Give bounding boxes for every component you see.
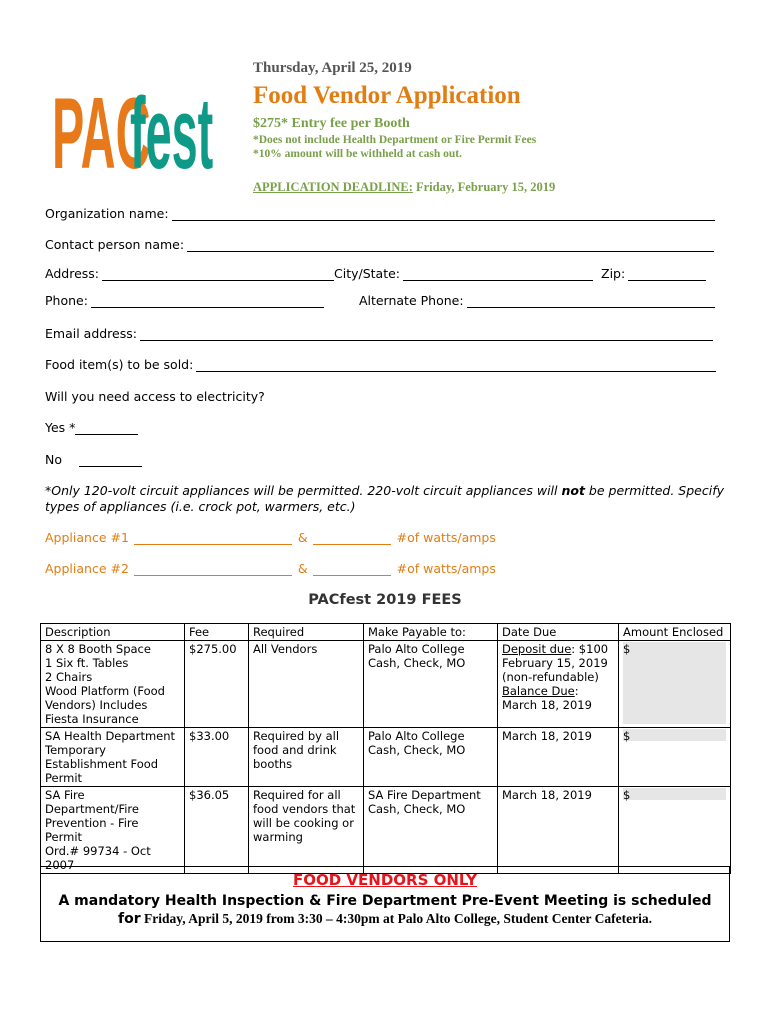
food-row (45, 357, 716, 372)
required-cell (249, 728, 364, 787)
cell-line: Department/Fire (45, 802, 139, 816)
organization-row (45, 206, 715, 221)
page-title: Food Vendor Application (253, 82, 521, 109)
contact-row (45, 237, 714, 252)
notice-for: for (118, 911, 141, 927)
city-field[interactable] (403, 269, 593, 281)
amount-cell[interactable] (619, 641, 731, 728)
payable-cell (364, 787, 498, 874)
header-required: Required (249, 624, 364, 641)
yes-label: Yes * (45, 420, 76, 435)
cell-line: Fiesta Insurance (45, 712, 139, 726)
table-row (41, 641, 731, 728)
payable-cell (364, 728, 498, 787)
balance-date: March 18, 2019 (502, 698, 592, 712)
entry-fee: $275* Entry fee per Booth (253, 116, 410, 131)
no-row (45, 452, 142, 467)
required-cell (249, 787, 364, 874)
balance-colon: : (574, 684, 579, 698)
appliance-2-field[interactable] (134, 564, 292, 576)
notice-title: FOOD VENDORS ONLY (293, 871, 477, 889)
yes-field[interactable] (75, 423, 138, 435)
city-label: City/State: (334, 266, 401, 281)
cell-line: Establishment Food (45, 757, 159, 771)
note-bold: not (561, 483, 585, 498)
amount-field[interactable]: $ (623, 788, 726, 800)
amount-cell[interactable] (619, 728, 731, 787)
email-row (45, 326, 713, 341)
appliance-2-watts-field[interactable] (313, 564, 391, 576)
date-due-cell (498, 641, 619, 728)
address-label: Address: (45, 266, 99, 281)
notice-details: Friday, April 5, 2019 from 3:30 – 4:30pm at Palo Alto College, Student Center Cafeteria. (140, 911, 652, 926)
contact-field[interactable] (187, 240, 714, 252)
deposit-date: February 15, 2019 (502, 656, 608, 670)
organization-field[interactable] (172, 209, 715, 221)
amount-field[interactable]: $ (623, 729, 726, 741)
deposit-amount: : $100 (571, 642, 609, 656)
withhold-note: *10% amount will be withheld at cash out. (253, 148, 462, 160)
alt-phone-field[interactable] (467, 296, 715, 308)
pacfest-logo (50, 62, 230, 194)
required-cell: All Vendors (249, 641, 364, 728)
phone-row (45, 293, 715, 308)
fees-title: PACfest 2019 FEES (308, 592, 462, 608)
header-fee: Fee (185, 624, 249, 641)
description-cell (41, 641, 185, 728)
notice-line-2 (41, 910, 729, 928)
cell-line: food vendors that (253, 802, 356, 816)
application-deadline (253, 180, 555, 195)
appliance-1-field[interactable] (134, 533, 292, 545)
table-row (41, 787, 731, 874)
deadline-label: APPLICATION DEADLINE: (253, 180, 413, 194)
header-payable: Make Payable to: (364, 624, 498, 641)
cell-line: Prevention - Fire (45, 816, 139, 830)
cell-line: 1 Six ft. Tables (45, 656, 129, 670)
header-description: Description (41, 624, 185, 641)
svg-text:fest: fest (130, 76, 214, 190)
amount-field[interactable]: $ (623, 642, 726, 724)
ampersand: & (297, 530, 308, 545)
email-field[interactable] (140, 329, 713, 341)
appliance-1-watts-field[interactable] (313, 533, 391, 545)
watts-label: #of watts/amps (396, 561, 496, 576)
cell-line: Wood Platform (Food (45, 684, 165, 698)
description-cell (41, 728, 185, 787)
cell-line: Cash, Check, MO (368, 743, 466, 757)
appliance-2-label: Appliance #2 (45, 561, 129, 576)
fee-cell: $36.05 (185, 787, 249, 874)
header-amount: Amount Enclosed (619, 624, 731, 641)
notice-line-1: A mandatory Health Inspection & Fire Department Pre-Event Meeting is scheduled (58, 893, 712, 909)
fees-table (40, 623, 731, 874)
email-label: Email address: (45, 326, 137, 341)
date-due-cell: March 18, 2019 (498, 728, 619, 787)
cell-line: food and drink (253, 743, 337, 757)
cell-line: Permit (45, 771, 83, 785)
note-part1: *Only 120-volt circuit appliances will be permitted. 220-volt circuit appliances will (45, 483, 562, 498)
watts-label: #of watts/amps (396, 530, 496, 545)
cell-line: Palo Alto College (368, 729, 465, 743)
deposit-note: (non-refundable) (502, 670, 599, 684)
food-vendors-notice (40, 866, 730, 942)
cell-line: Required by all (253, 729, 340, 743)
food-label: Food item(s) to be sold: (45, 357, 194, 372)
contact-label: Contact person name: (45, 237, 185, 252)
fee-note: *Does not include Health Department or Fire Permit Fees (253, 134, 537, 146)
svg-text:PAC: PAC (52, 76, 151, 190)
date-due-cell: March 18, 2019 (498, 787, 619, 874)
phone-label: Phone: (45, 293, 88, 308)
yes-row (45, 420, 138, 435)
appliance-1-label: Appliance #1 (45, 530, 129, 545)
deadline-date: Friday, February 15, 2019 (415, 180, 556, 194)
appliance-2-row (45, 561, 496, 576)
notice-body (41, 892, 729, 928)
cell-line: Cash, Check, MO (368, 656, 466, 670)
amount-cell[interactable] (619, 787, 731, 874)
cell-line: Permit (45, 830, 83, 844)
organization-label: Organization name: (45, 206, 169, 221)
cell-line: Palo Alto College (368, 642, 465, 656)
balance-label: Balance Due (502, 684, 575, 698)
zip-field[interactable] (628, 269, 706, 281)
cell-line: 2 Chairs (45, 670, 93, 684)
description-cell (41, 787, 185, 874)
no-field[interactable] (79, 455, 142, 467)
cell-line: Vendors) Includes (45, 698, 148, 712)
deposit-line (502, 642, 614, 656)
header-date-due: Date Due (498, 624, 619, 641)
ampersand: & (297, 561, 308, 576)
cell-line: SA Fire (45, 788, 85, 802)
cell-line: will be cooking or (253, 816, 354, 830)
cell-line: Ord.# 99734 - Oct (45, 844, 151, 858)
cell-line: booths (253, 757, 293, 771)
appliance-1-row (45, 530, 496, 545)
note-part2: be permitted. Specify types of appliances (i.e. crock pot, warmers, etc.) (45, 483, 724, 514)
zip-label: Zip: (601, 266, 626, 281)
cell-line: Cash, Check, MO (368, 802, 466, 816)
table-header-row (41, 624, 731, 641)
table-row (41, 728, 731, 787)
fee-cell: $33.00 (185, 728, 249, 787)
alt-phone-label: Alternate Phone: (358, 293, 464, 308)
address-field[interactable] (102, 269, 334, 281)
no-label: No (45, 452, 62, 467)
payable-cell (364, 641, 498, 728)
electricity-question: Will you need access to electricity? (45, 389, 265, 404)
deposit-label: Deposit due (502, 642, 572, 656)
phone-field[interactable] (91, 296, 324, 308)
cell-line: SA Health Department (45, 729, 176, 743)
balance-line (502, 684, 614, 698)
food-field[interactable] (196, 360, 716, 372)
appliance-note (45, 483, 735, 515)
cell-line: warming (253, 830, 303, 844)
cell-line: 8 X 8 Booth Space (45, 642, 151, 656)
cell-line: 2007 (45, 858, 75, 872)
address-row (45, 266, 706, 281)
cell-line: Temporary (45, 743, 106, 757)
fee-cell: $275.00 (185, 641, 249, 728)
cell-line: SA Fire Department (368, 788, 481, 802)
cell-line: Required for all (253, 788, 341, 802)
event-date: Thursday, April 25, 2019 (253, 60, 412, 76)
